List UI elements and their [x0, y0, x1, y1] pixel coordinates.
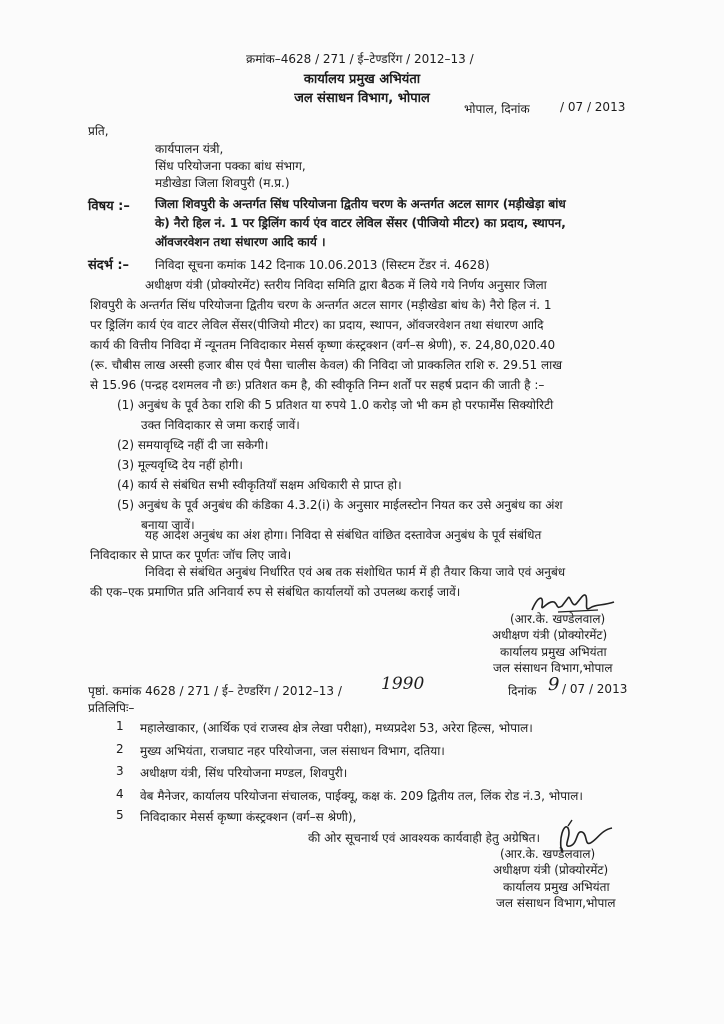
endorsement-date-label: दिनांक [508, 684, 537, 698]
paragraph-line: शिवपुरी के अन्तर्गत सिंध परियोजना द्वितीय चरण के अन्तर्गत अटल सागर (मड़ीखेडा बांध के) नैरो हिल नं. 1 [90, 298, 552, 312]
condition-item: (1) अनुबंध के पूर्व ठेका राशि की 5 प्रतिशत या रुपये 1.0 करोड़ जो भी कम हो परफार्मेंस सिक्योरिटी [117, 398, 554, 412]
signatory-department: जल संसाधन विभाग,भोपाल [493, 661, 613, 675]
paragraph-line: यह आदेश अनुबंध का अंश होगा। निविदा से संबंधित वांछित दस्तावेज अनुबंध के पूर्व संबंधित [145, 528, 542, 542]
copy-item-number: 3 [116, 764, 124, 778]
office-title: कार्यालय प्रमुख अभियंता [303, 72, 421, 87]
copy-item-number: 5 [116, 808, 124, 822]
paragraph-line: पर ड्रिलिंग कार्य एंव वाटर लेविल सेंसर(पीजियो मीटर) का प्रदाय, स्थापन, ऑवजरवेशन तथा संधारण आदि [90, 318, 544, 332]
endorsement-reference: पृष्ठां. कमांक 4628 / 271 / ई– टेण्डरिंग / 2012–13 / [88, 684, 342, 698]
subject-label: विषय :– [88, 199, 130, 214]
condition-item: उक्त निविदाकार से जमा कराई जावें। [141, 418, 300, 432]
signatory-name: (आर.के. खण्डेलवाल) [500, 847, 596, 861]
department-title: जल संसाधन विभाग, भोपाल [294, 91, 430, 106]
date-value: / 07 / 2013 [560, 100, 626, 114]
subject-line: के) नैरो हिल नं. 1 पर ड्रिलिंग कार्य एंव वाटर लेविल सेंसर (पीजियो मीटर) का प्रदाय, स्थापन, [155, 216, 566, 230]
paragraph-line: से 15.96 (पन्द्रह दशमलव नौ छः) प्रतिशत कम है, की स्वीकृति निम्न शर्तों पर सहर्ष प्रदान की जाती है :– [90, 378, 545, 392]
condition-item: (2) समयावृध्दि नहीं दी जा सकेगी। [117, 438, 269, 452]
handwritten-dispatch-number: 1990 [381, 674, 425, 694]
endorsement-date-rest: / 07 / 2013 [562, 682, 628, 696]
paragraph-line: अधीक्षण यंत्री (प्रोक्योरमेंट) स्तरीय निविदा समिति द्वारा बैठक में लिये गये निर्णय अनुसार जिला [145, 278, 547, 292]
signatory-name: (आर.के. खण्डेलवाल) [510, 612, 606, 626]
copy-item-text: वेब मैनेजर, कार्यालय परियोजना संचालक, पाईक्यू, कक्ष कं. 209 द्वितीय तल, लिंक रोड नं.3, भोपाल। [140, 789, 583, 803]
copy-item-text: अधीक्षण यंत्री, सिंध परियोजना मण्डल, शिवपुरी। [140, 766, 348, 780]
body-paragraph-2 [90, 525, 650, 565]
copy-item-number: 4 [116, 787, 124, 801]
copy-to-label: प्रतिलिपिः– [88, 701, 135, 715]
copy-item-text: मुख्य अभियंता, राजघाट नहर परियोजना, जल संसाधन विभाग, दतिया। [140, 744, 445, 758]
forwarding-note: की ओर सूचनार्थ एवं आवश्यक कार्यवाही हेतु अग्रेषित। [308, 831, 541, 845]
signatory-department: जल संसाधन विभाग,भोपाल [496, 896, 616, 910]
paragraph-line: निविदा से संबंधित अनुबंध निर्धारित एवं अब तक संशोधित फार्म में ही तैयार किया जावे एवं अनुबंध [145, 565, 566, 579]
paragraph-line: कार्य की वित्तीय निविदा में न्यूनतम निविदाकार मेसर्स कृष्णा कंस्ट्रक्शन (वर्ग–स श्रेणी), रु. 24,80,020.40 [90, 338, 556, 352]
copy-item-text: निविदाकार मेसर्स कृष्णा कंस्ट्रक्शन (वर्ग–स श्रेणी), [140, 810, 357, 824]
condition-item: (3) मूल्यवृध्दि देय नहीं होगी। [117, 458, 243, 472]
recipient-line: सिंध परियोजना पक्का बांध संभाग, [155, 159, 306, 173]
condition-item: (4) कार्य से संबंधित सभी स्वीकृतियाँ सक्षम अधिकारी से प्राप्त हो। [117, 478, 402, 492]
conditions-list [117, 395, 657, 535]
copy-item-text: महालेखाकार, (आर्थिक एवं राजस्व क्षेत्र लेखा परीक्षा), मध्यप्रदेश 53, अरेरा हिल्स, भोपाल। [140, 721, 533, 735]
recipient-line: मडीखेडा जिला शिवपुरी (म.प्र.) [155, 176, 290, 190]
reference-number: क्रमांक–4628 / 271 / ई–टेण्डरिंग / 2012–13 / [246, 52, 474, 66]
date-place: भोपाल, दिनांक [464, 102, 530, 116]
condition-item: बनाया जावें। [141, 518, 195, 532]
paragraph-line: की एक–एक प्रमाणित प्रति अनिवार्य रुप से संबंधित कार्यालयों को उपलब्ध कराई जावें। [90, 585, 461, 599]
copy-item-number: 2 [116, 742, 124, 756]
signatory-designation: अधीक्षण यंत्री (प्रोक्योरमेंट) [492, 628, 608, 642]
paragraph-line: (रू. चौबीस लाख अस्सी हजार बीस एवं पैसा चालीस केवल) की निविदा जो प्राक्कलित राशि रु. 29.51 लाख [90, 358, 563, 372]
signatory-office: कार्यालय प्रमुख अभियंता [500, 645, 607, 659]
reference-text: निविदा सूचना कमांक 142 दिनाक 10.06.2013 (सिस्टम टेंडर नं. 4628) [155, 258, 490, 272]
copy-item-number: 1 [116, 719, 124, 733]
recipient-line: कार्यपालन यंत्री, [155, 142, 224, 156]
reference-label: संदर्भ :– [88, 258, 130, 273]
condition-item: (5) अनुबंध के पूर्व अनुबंध की कंडिका 4.3.2(i) के अनुसार माईलस्टोन नियत कर उसे अनुबंध का अंश [117, 498, 563, 512]
subject-line: जिला शिवपुरी के अन्तर्गत सिंध परियोजना द्वितीय चरण के अन्तर्गत अटल सागर (मड़ीखेड़ा बांध [155, 197, 566, 211]
signatory-designation: अधीक्षण यंत्री (प्रोक्योरमेंट) [493, 863, 609, 877]
body-paragraph-1 [90, 275, 650, 395]
prati-label: प्रति, [88, 124, 109, 138]
handwritten-date-day: 9 [548, 674, 560, 695]
subject-line: ऑवजरवेशन तथा संधारण आदि कार्य । [155, 235, 326, 249]
signatory-office: कार्यालय प्रमुख अभियंता [503, 880, 610, 894]
paragraph-line: निविदाकार से प्राप्त कर पूर्णतः जॉच लिए जावे। [90, 548, 292, 562]
